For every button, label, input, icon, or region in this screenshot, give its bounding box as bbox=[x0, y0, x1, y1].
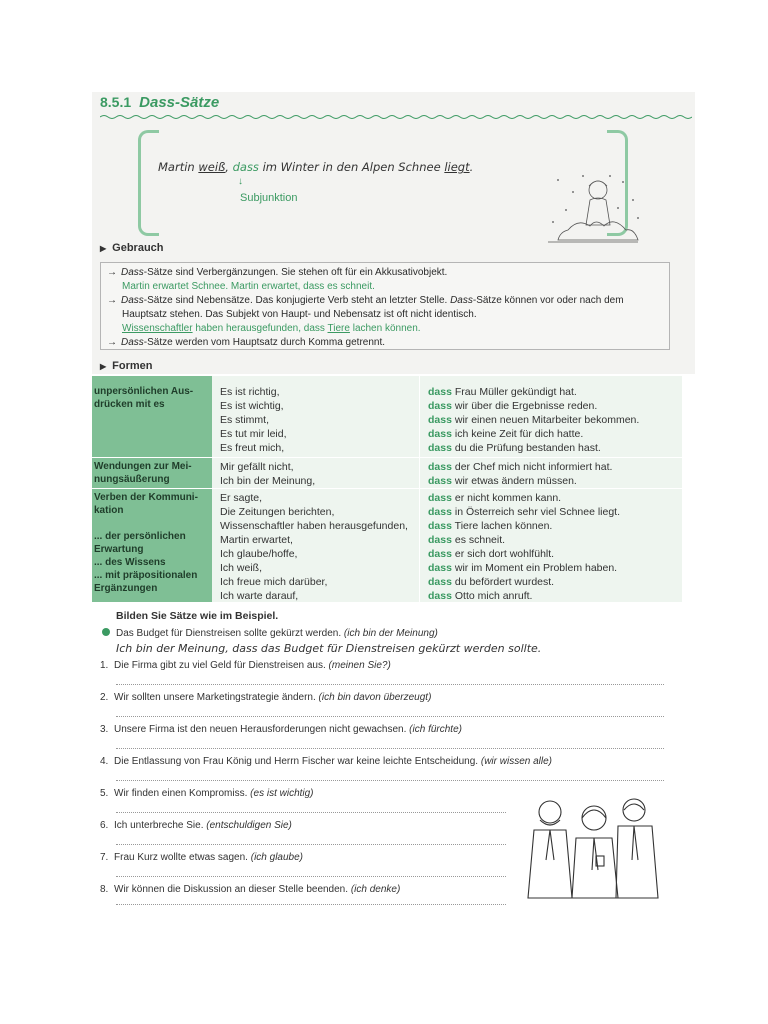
wavy-underline bbox=[100, 114, 692, 120]
dass-clause bbox=[428, 519, 620, 533]
item-number: 2. bbox=[100, 692, 109, 703]
exercise-item bbox=[100, 884, 400, 895]
group-label: Verben der Kommuni- kation ... der persönlichen Erwartung ... des Wissens ... mit präpositionalen Ergänzungen bbox=[94, 492, 198, 594]
dass-word: dass bbox=[428, 562, 452, 574]
dass-clause bbox=[428, 533, 620, 547]
item-number: 5. bbox=[100, 788, 109, 799]
dass-word: dass bbox=[428, 414, 452, 426]
formen-heading bbox=[100, 360, 153, 372]
ex-subjunction: dass bbox=[232, 160, 259, 174]
example-text: Das Budget für Dienstreisen sollte gekürzt werden. bbox=[116, 628, 342, 639]
bullet-dot-icon bbox=[102, 628, 110, 636]
main-clause: Ich glaube/hoffe, bbox=[220, 548, 298, 560]
rule-text: -Sätze werden vom Hauptsatz durch Komma getrennt. bbox=[143, 337, 386, 348]
rule-2-example bbox=[107, 322, 663, 336]
exercise-heading: Bilden Sie Sätze wie im Beispiel. bbox=[116, 610, 279, 622]
rule-text: -Sätze können vor oder nach dem bbox=[472, 295, 624, 306]
dass-clause bbox=[428, 589, 620, 603]
section-name: Dass-Sätze bbox=[139, 94, 220, 111]
dass-word: dass bbox=[428, 386, 452, 398]
ex-end-verb: liegt bbox=[444, 160, 470, 174]
item-text: Frau Kurz wollte etwas sagen. bbox=[114, 852, 248, 863]
dass-clause bbox=[428, 561, 620, 575]
dass-word: dass bbox=[428, 461, 452, 473]
item-text: Unsere Firma ist den neuen Herausforderungen nicht gewachsen. bbox=[114, 724, 407, 735]
group-label: Wendungen zur Mei- nungsäußerung bbox=[94, 461, 192, 485]
main-clause: Die Zeitungen berichten, bbox=[220, 506, 335, 518]
grammar-section bbox=[92, 92, 695, 374]
gebrauch-heading bbox=[100, 242, 164, 254]
dass-word: dass bbox=[428, 548, 452, 560]
answer-line[interactable] bbox=[116, 844, 506, 845]
dass-word: dass bbox=[428, 520, 452, 532]
answer-line[interactable] bbox=[116, 780, 664, 781]
gebrauch-heading-text: Gebrauch bbox=[112, 242, 164, 254]
dass-word: dass bbox=[428, 506, 452, 518]
sub-clause: du die Prüfung bestanden hast. bbox=[454, 442, 601, 454]
dass-word: dass bbox=[428, 400, 452, 412]
main-clause: Es ist richtig, bbox=[220, 386, 280, 398]
dass-clauses bbox=[428, 385, 639, 455]
main-clauses bbox=[220, 385, 287, 455]
dass-clause bbox=[428, 491, 620, 505]
dass-clause bbox=[428, 413, 639, 427]
item-hint: (ich glaube) bbox=[250, 852, 303, 863]
rule-text: -Sätze sind Verbergänzungen. Sie stehen oft für ein Akkusativobjekt. bbox=[143, 267, 448, 278]
rules-box bbox=[100, 262, 670, 350]
sub-clause: er nicht kommen kann. bbox=[454, 492, 562, 504]
exercise-item bbox=[100, 820, 292, 831]
answer-line[interactable] bbox=[116, 716, 664, 717]
item-hint: (ich bin davon überzeugt) bbox=[318, 692, 432, 703]
arrow-right-icon: → bbox=[107, 267, 117, 278]
dass-word: dass bbox=[428, 590, 452, 602]
main-clause: Es stimmt, bbox=[220, 414, 269, 426]
subjunction-label: Subjunktion bbox=[240, 192, 298, 204]
item-number: 8. bbox=[100, 884, 109, 895]
item-text: Wir können die Diskussion an dieser Stelle beenden. bbox=[114, 884, 349, 895]
rule-text: Dass bbox=[450, 295, 473, 306]
arrow-right-icon: → bbox=[107, 337, 117, 348]
item-text: Wir finden einen Kompromiss. bbox=[114, 788, 248, 799]
sub-clause: in Österreich sehr viel Schnee liegt. bbox=[454, 506, 621, 518]
sub-clause: wir einen neuen Mitarbeiter bekommen. bbox=[454, 414, 640, 426]
example-box bbox=[138, 130, 628, 230]
rule-example: Tiere bbox=[327, 323, 350, 334]
dass-clause bbox=[428, 547, 620, 561]
sub-clause: du befördert wurdest. bbox=[454, 576, 555, 588]
rule-1 bbox=[107, 266, 663, 280]
item-number: 3. bbox=[100, 724, 109, 735]
rule-example: Wissenschaftler bbox=[122, 323, 193, 334]
rule-1-example bbox=[107, 280, 663, 294]
rule-2-cont bbox=[107, 308, 663, 322]
rule-text: Dass bbox=[121, 337, 144, 348]
bracket-left bbox=[138, 130, 159, 236]
item-hint: (ich fürchte) bbox=[409, 724, 462, 735]
sub-clause: der Chef mich nicht informiert hat. bbox=[454, 461, 613, 473]
example-hint: (ich bin der Meinung) bbox=[343, 628, 438, 639]
main-clause: Es tut mir leid, bbox=[220, 428, 287, 440]
answer-line[interactable] bbox=[116, 812, 506, 813]
item-number: 6. bbox=[100, 820, 109, 831]
arrow-down-icon: ↓ bbox=[238, 176, 243, 187]
dass-clause bbox=[428, 460, 612, 474]
example-answer: Ich bin der Meinung, dass das Budget für Dienstreisen gekürzt werden sollte. bbox=[116, 642, 542, 655]
example-question bbox=[102, 628, 438, 639]
dass-clauses bbox=[428, 491, 620, 603]
rule-example: lachen können. bbox=[349, 323, 421, 334]
row-divider bbox=[92, 488, 682, 489]
dass-word: dass bbox=[428, 475, 452, 487]
main-clause: Ich weiß, bbox=[220, 562, 263, 574]
main-clause: Ich bin der Meinung, bbox=[220, 475, 316, 487]
exercise-item bbox=[100, 788, 314, 799]
rule-example: Martin erwartet Schnee. Martin erwartet, dass es schneit. bbox=[122, 281, 375, 292]
sub-clause: ich keine Zeit für dich hatte. bbox=[454, 428, 584, 440]
ex-part: , bbox=[225, 160, 233, 174]
dass-clause bbox=[428, 474, 612, 488]
answer-line[interactable] bbox=[116, 904, 506, 905]
sub-clause: es schneit. bbox=[454, 534, 506, 546]
column-divider bbox=[419, 376, 420, 602]
item-hint: (entschuldigen Sie) bbox=[206, 820, 292, 831]
main-clause: Wissenschaftler haben herausgefunden, bbox=[220, 520, 408, 532]
rule-3 bbox=[107, 336, 663, 350]
item-text: Wir sollten unsere Marketingstrategie ändern. bbox=[114, 692, 316, 703]
main-clause: Er sagte, bbox=[220, 492, 263, 504]
dass-clause bbox=[428, 441, 639, 455]
dass-clauses bbox=[428, 460, 612, 488]
section-number: 8.5.1 bbox=[100, 94, 132, 110]
dass-word: dass bbox=[428, 534, 452, 546]
item-text: Ich unterbreche Sie. bbox=[114, 820, 204, 831]
exercise-item bbox=[100, 692, 431, 703]
sub-clause: wir im Moment ein Problem haben. bbox=[454, 562, 618, 574]
formen-heading-text: Formen bbox=[112, 360, 153, 372]
row-divider bbox=[92, 457, 682, 458]
answer-line[interactable] bbox=[116, 876, 506, 877]
main-clause: Es freut mich, bbox=[220, 442, 285, 454]
rule-text: Dass bbox=[121, 295, 144, 306]
dass-clause bbox=[428, 399, 639, 413]
rule-2 bbox=[107, 294, 663, 308]
main-clause: Ich freue mich darüber, bbox=[220, 576, 328, 588]
rule-text: Hauptsatz stehen. Das Subjekt von Haupt- und Nebensatz ist oft nicht identisch. bbox=[122, 309, 477, 320]
sub-clause: Tiere lachen können. bbox=[454, 520, 553, 532]
item-hint: (wir wissen alle) bbox=[480, 756, 552, 767]
item-hint: (ich denke) bbox=[350, 884, 401, 895]
dass-word: dass bbox=[428, 442, 452, 454]
main-clauses bbox=[220, 491, 408, 603]
item-hint: (meinen Sie?) bbox=[328, 660, 391, 671]
main-clause: Ich warte darauf, bbox=[220, 590, 299, 602]
answer-line[interactable] bbox=[116, 748, 664, 749]
dass-clause bbox=[428, 427, 639, 441]
item-number: 1. bbox=[100, 660, 109, 671]
main-clause: Mir gefällt nicht, bbox=[220, 461, 294, 473]
ex-part: Martin bbox=[158, 160, 199, 174]
ex-part: im Winter in den Alpen Schnee bbox=[258, 160, 445, 174]
exercise-section bbox=[92, 604, 665, 908]
arrow-right-icon: → bbox=[107, 295, 117, 306]
sub-clause: Otto mich anruft. bbox=[454, 590, 533, 602]
rule-example: haben herausgefunden, dass bbox=[192, 323, 328, 334]
sub-clause: er sich dort wohlfühlt. bbox=[454, 548, 555, 560]
dass-word: dass bbox=[428, 576, 452, 588]
exercise-item bbox=[100, 724, 462, 735]
section-title bbox=[100, 94, 219, 111]
item-number: 7. bbox=[100, 852, 109, 863]
dass-clause bbox=[428, 575, 620, 589]
item-text: Die Firma gibt zu viel Geld für Dienstreisen aus. bbox=[114, 660, 326, 671]
winter-illustration-icon bbox=[538, 170, 648, 250]
item-number: 4. bbox=[100, 756, 109, 767]
answer-line[interactable] bbox=[116, 684, 664, 685]
main-clauses bbox=[220, 460, 315, 488]
exercise-item bbox=[100, 660, 391, 671]
item-hint: (es ist wichtig) bbox=[250, 788, 314, 799]
sub-clause: Frau Müller gekündigt hat. bbox=[454, 386, 577, 398]
dass-word: dass bbox=[428, 492, 452, 504]
rule-text: Dass bbox=[121, 267, 144, 278]
example-sentence bbox=[158, 160, 473, 174]
triangle-right-icon: ▶ bbox=[100, 362, 107, 371]
sub-clause: wir über die Ergebnisse reden. bbox=[454, 400, 598, 412]
dass-word: dass bbox=[428, 428, 452, 440]
dass-clause bbox=[428, 505, 620, 519]
formen-table bbox=[92, 376, 682, 602]
dass-clause bbox=[428, 385, 639, 399]
exercise-item bbox=[100, 852, 303, 863]
exercise-item bbox=[100, 756, 552, 767]
ex-verb: weiß bbox=[198, 160, 226, 174]
sub-clause: wir etwas ändern müssen. bbox=[454, 475, 577, 487]
main-clause: Martin erwartet, bbox=[220, 534, 293, 546]
main-clause: Es ist wichtig, bbox=[220, 400, 284, 412]
rule-text: -Sätze sind Nebensätze. Das konjugierte Verb steht an letzter Stelle. bbox=[143, 295, 451, 306]
ex-part: . bbox=[469, 160, 474, 174]
business-people-illustration-icon bbox=[512, 790, 662, 900]
group-label: unpersönlichen Aus- drücken mit es bbox=[94, 386, 194, 410]
item-text: Die Entlassung von Frau König und Herrn Fischer war keine leichte Entscheidung. bbox=[114, 756, 479, 767]
triangle-right-icon: ▶ bbox=[100, 244, 107, 253]
